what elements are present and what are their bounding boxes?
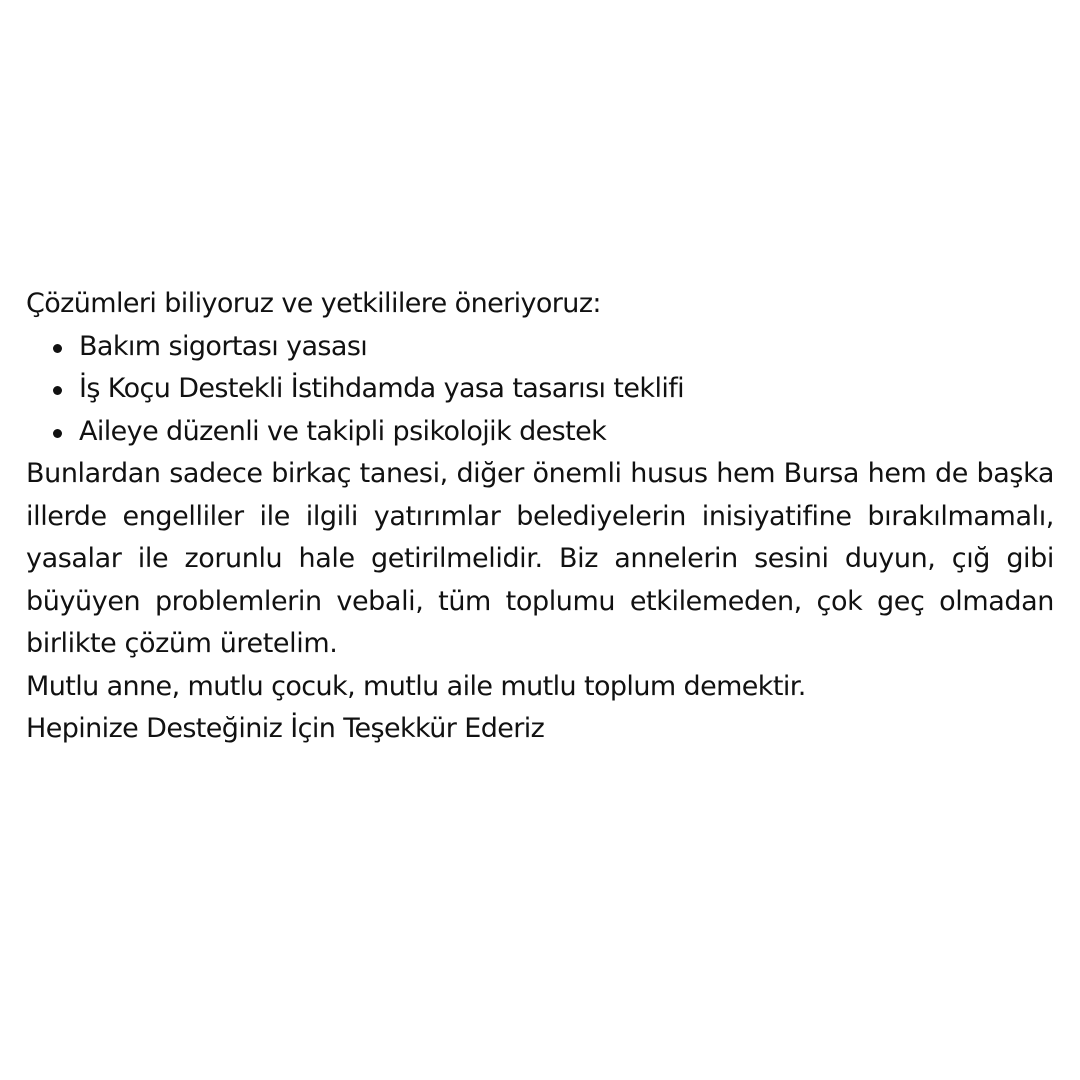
list-item-text: İş Koçu Destekli İstihdamda yasa tasarısı teklifi — [79, 373, 685, 404]
list-item — [26, 411, 1054, 454]
bullet-icon — [53, 344, 62, 353]
intro-line: Çözümleri biliyoruz ve yetkililere öneriyoruz: — [26, 288, 601, 319]
bullet-icon — [53, 386, 62, 395]
body-paragraph: Bunlardan sadece birkaç tanesi, diğer önemli husus hem Bursa hem de başka illerde engelliler ile ilgili yatırımlar belediyelerin inisiyatifine bırakılmamalı, yasalar ile zorunlu hale getirilmelidir. Biz annelerin sesini duyun, çığ gibi büyüyen problemlerin vebali, tüm toplumu etkilemeden, çok geç olmadan birlikte çözüm üretelim. — [26, 458, 1054, 659]
list-item — [26, 326, 1054, 369]
thanks-line: Hepinize Desteğiniz İçin Teşekkür Ederiz — [26, 713, 545, 744]
bullet-icon — [53, 429, 62, 438]
list-item-text: Bakım sigortası yasası — [79, 330, 368, 362]
list-item-text: Aileye düzenli ve takipli psikolojik destek — [79, 415, 607, 447]
motto-line: Mutlu anne, mutlu çocuk, mutlu aile mutlu toplum demektir. — [26, 670, 806, 702]
list-item — [26, 368, 1054, 411]
solutions-list — [26, 326, 1054, 454]
document-body — [26, 283, 1054, 751]
